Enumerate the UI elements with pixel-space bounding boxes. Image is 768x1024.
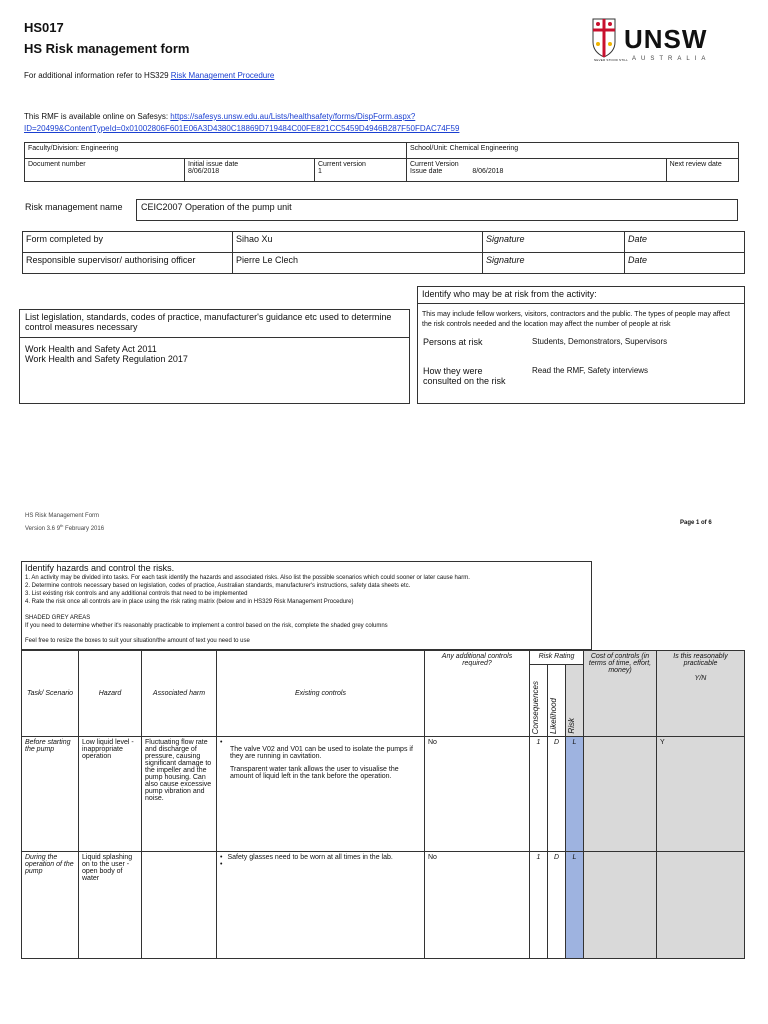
table-row — [22, 737, 745, 852]
legislation-box[interactable] — [19, 309, 410, 404]
step-2: 2. Determine controls necessary based on legislation, codes of practice, Australian standards, manufacturer's instructions, safety data sheets etc. — [25, 583, 411, 589]
row1-controls[interactable] — [217, 737, 425, 852]
identify-note: This may include fellow workers, visitors, contractors and the public. The types of people may affect the risk controls needed and the location may affect the number of people at risk — [422, 311, 730, 328]
footer-version-sup: th — [60, 523, 64, 528]
completed-by-value[interactable]: Sihao Xu — [233, 232, 483, 253]
shaded-title: SHADED GREY AREAS — [25, 615, 91, 621]
row1-control-2: Transparent water tank allows the user to visualise the amount of liquid left in the tank before the operation. — [230, 766, 399, 780]
school-cell: School/Unit: Chemical Engineering — [407, 143, 739, 159]
date-label[interactable]: Date — [625, 232, 745, 253]
current-version-cell — [315, 159, 407, 182]
row2-cost[interactable] — [584, 852, 657, 959]
next-review-cell: Next review date — [666, 159, 738, 182]
bullet-icon: • — [220, 854, 223, 861]
consulted-value[interactable]: Read the RMF, Safety interviews — [532, 366, 649, 375]
resize-note: Feel free to resize the boxes to suit your situation/the amount of text you need to use — [25, 638, 250, 644]
table-row — [22, 852, 745, 959]
row1-additional[interactable]: No — [425, 737, 530, 852]
current-version-label: Current version — [318, 161, 366, 168]
consulted-label: How they were consulted on the risk — [423, 366, 506, 386]
safesys-link[interactable]: https://safesys.unsw.edu.au/Lists/healthsafety/forms/DispForm.aspx? — [170, 112, 416, 121]
col-practicable — [657, 651, 745, 737]
row1-hazard[interactable]: Low liquid level - inappropriate operation — [79, 737, 142, 852]
current-version-value: 1 — [318, 168, 322, 175]
hazards-intro-box — [21, 561, 592, 650]
safesys-link-cont[interactable]: ID=20499&ContentTypeId=0x01002806F601E06A3D4380C18869D719484C00FE821CC5459D4946B287F50FDAC74F59 — [24, 124, 460, 133]
current-issue-cell — [407, 159, 667, 182]
row2-harm[interactable] — [142, 852, 217, 959]
safesys-line — [24, 111, 724, 135]
persons-value[interactable]: Students, Demonstrators, Supervisors — [532, 337, 668, 346]
initial-issue-value: 8/06/2018 — [188, 168, 220, 175]
col-additional: Any additional controls required? — [425, 651, 530, 737]
col-yn: Y/N — [694, 675, 707, 682]
col-harm: Associated harm — [142, 651, 217, 737]
form-code: HS017 — [24, 20, 64, 35]
col-controls: Existing controls — [217, 651, 425, 737]
row2-practicable[interactable] — [657, 852, 745, 959]
col-likelihood-cell — [548, 665, 566, 737]
step-3: 3. List existing risk controls and any additional controls that need to be implemented — [25, 591, 248, 597]
people-table — [22, 231, 745, 274]
row2-consequence[interactable]: 1 — [530, 852, 548, 959]
footer-form-name: HS Risk Management Form — [25, 513, 100, 519]
row1-risk[interactable]: L — [566, 737, 584, 852]
persons-label: Persons at risk — [423, 337, 483, 347]
footer-info — [25, 512, 104, 534]
row1-consequence[interactable]: 1 — [530, 737, 548, 852]
risk-name-field[interactable]: CEIC2007 Operation of the pump unit — [136, 199, 738, 221]
step-1: 1. An activity may be divided into tasks. For each task identify the hazards and associated risks. Also list the possible scenarios which could sooner or later cause harm. — [25, 575, 470, 581]
page-title: HS Risk management form — [24, 41, 190, 56]
completed-by-label: Form completed by — [23, 232, 233, 253]
shaded-text: If you need to determine whether it's reasonably practicable to implement a control based on the risk, complete the shaded grey columns — [25, 623, 388, 629]
col-hazard: Hazard — [79, 651, 142, 737]
identify-box — [417, 286, 745, 404]
col-risk-cell — [566, 665, 584, 737]
bullet-icon: • — [220, 739, 223, 746]
row1-control-1: The valve V02 and V01 can be used to isolate the pumps if they are running in cavitation. — [230, 746, 413, 760]
footer-version — [25, 521, 104, 534]
legislation-item-1: Work Health and Safety Act 2011 — [25, 344, 157, 354]
page-number: Page 1 of 6 — [680, 520, 712, 526]
risk-name-label: Risk management name — [25, 202, 123, 212]
row2-additional[interactable]: No — [425, 852, 530, 959]
col-cost: Cost of controls (in terms of time, effort, money) — [584, 651, 657, 737]
col-rating: Risk Rating — [530, 651, 584, 665]
legislation-divider — [20, 337, 409, 338]
hazards-heading: Identify hazards and control the risks. — [25, 563, 175, 573]
info-line — [24, 71, 274, 80]
issue-date-value: 8/06/2018 — [472, 168, 504, 175]
legislation-heading: List legislation, standards, codes of practice, manufacturer's guidance etc used to determine control measures necessary — [25, 312, 392, 332]
supervisor-value[interactable]: Pierre Le Clech — [233, 253, 483, 274]
col-risk: Risk — [567, 718, 576, 734]
col-likelihood: Likelihood — [549, 697, 558, 734]
info-prefix: For additional information refer to HS329 — [24, 71, 171, 80]
doc-info-table — [24, 142, 739, 182]
doc-number-cell: Document number — [25, 159, 185, 182]
risk-table — [21, 650, 745, 959]
signature-label-2[interactable]: Signature — [483, 253, 625, 274]
risk-procedure-link[interactable]: Risk Management Procedure — [170, 71, 275, 80]
signature-label[interactable]: Signature — [483, 232, 625, 253]
row2-task[interactable]: During the operation of the pump — [22, 852, 79, 959]
row2-likelihood[interactable]: D — [548, 852, 566, 959]
row1-cost[interactable] — [584, 737, 657, 852]
row1-likelihood[interactable]: D — [548, 737, 566, 852]
faculty-cell: Faculty/Division: Engineering — [25, 143, 407, 159]
col-consequences: Consequences — [531, 680, 540, 734]
issue-date-label: Issue date — [410, 168, 443, 175]
legislation-item-2: Work Health and Safety Regulation 2017 — [25, 354, 188, 364]
col-consequences-cell — [530, 665, 548, 737]
row2-control-1: Safety glasses need to be worn at all times in the lab. — [227, 854, 393, 861]
col-practicable-label: Is this reasonably practicable — [673, 653, 728, 667]
row2-control-1-line — [220, 854, 421, 861]
unsw-shield-icon — [592, 18, 616, 58]
row2-hazard[interactable]: Liquid splashing on to the user - open body of water — [79, 852, 142, 959]
unsw-sub: AUSTRALIA — [632, 56, 711, 62]
footer-version-text: Version 3.6 9 — [25, 526, 61, 532]
bullet-icon: • — [220, 861, 223, 868]
row2-controls[interactable] — [217, 852, 425, 959]
step-4: 4. Rate the risk once all controls are in place using the risk rating matrix (below and in HS329 Risk Management Procedure) — [25, 599, 354, 605]
unsw-logo — [592, 18, 712, 64]
safesys-prefix: This RMF is available online on Safesys: — [24, 112, 171, 121]
row1-task[interactable]: Before starting the pump — [22, 737, 79, 852]
supervisor-label: Responsible supervisor/ authorising officer — [23, 253, 233, 274]
unsw-wordmark: UNSW — [624, 24, 708, 54]
initial-issue-label: Initial issue date — [188, 161, 239, 168]
col-task: Task/ Scenario — [22, 651, 79, 737]
issue-date-line — [410, 168, 663, 175]
current-issue-label: Current Version — [410, 161, 459, 168]
date-label-2[interactable]: Date — [625, 253, 745, 274]
row2-risk[interactable]: L — [566, 852, 584, 959]
initial-issue-cell — [185, 159, 315, 182]
identify-heading: Identify who may be at risk from the activity: — [422, 289, 597, 299]
row1-harm[interactable]: Fluctuating flow rate and discharge of pressure, causing significant damage to the impeller and the pump housing. Can also cause excessive pump vibration and noise. — [142, 737, 217, 852]
footer-version-tail: February 2016 — [63, 526, 105, 532]
seal-motto: NEVER STOOD STILL — [594, 58, 629, 62]
identify-divider — [418, 303, 744, 304]
row1-practicable[interactable]: Y — [657, 737, 745, 852]
